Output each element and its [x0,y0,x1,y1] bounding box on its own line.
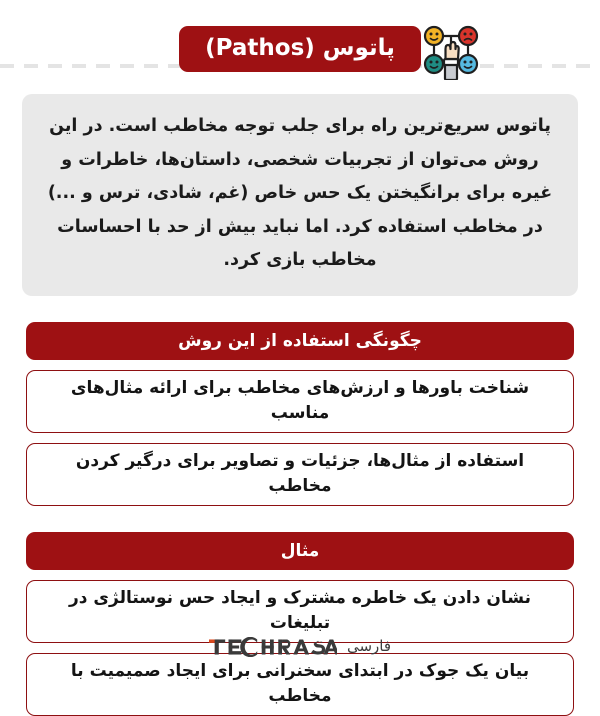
header [0,0,600,92]
list-item: بیان یک جوک در ابتدای سخنرانی برای ایجاد صمیمیت با مخاطب [26,653,574,716]
description-text: پاتوس سریع‌ترین راه برای جلب توجه مخاطب است. در این روش می‌توان از تجربیات شخصی، داستان‌ها، خاطرات و غیره برای برانگیختن یک حس خاص (غم، شادی، ترس و ...) در مخاطب استفاده کرد. اما نباید بیش از حد با احساسات مخاطب بازی کرد. [22,94,578,296]
list-item: شناخت باورها و ارزش‌های مخاطب برای ارائه مثال‌های مناسب [26,370,574,433]
page-title: پاتوس (Pathos) [179,26,421,72]
list-item: استفاده از مثال‌ها، جزئیات و تصاویر برای درگیر کردن مخاطب [26,443,574,506]
section-heading-example: مثال [26,532,574,570]
footer [0,637,600,657]
footer-language-label: فارسی [346,636,392,655]
techrasa-logo [209,637,337,657]
section-heading-how-to-use: چگونگی استفاده از این روش [26,322,574,360]
emotion-network-hand-icon [420,18,482,80]
list-item: نشان دادن یک خاطره مشترک و ایجاد حس نوستالژی در تبلیغات [26,580,574,643]
